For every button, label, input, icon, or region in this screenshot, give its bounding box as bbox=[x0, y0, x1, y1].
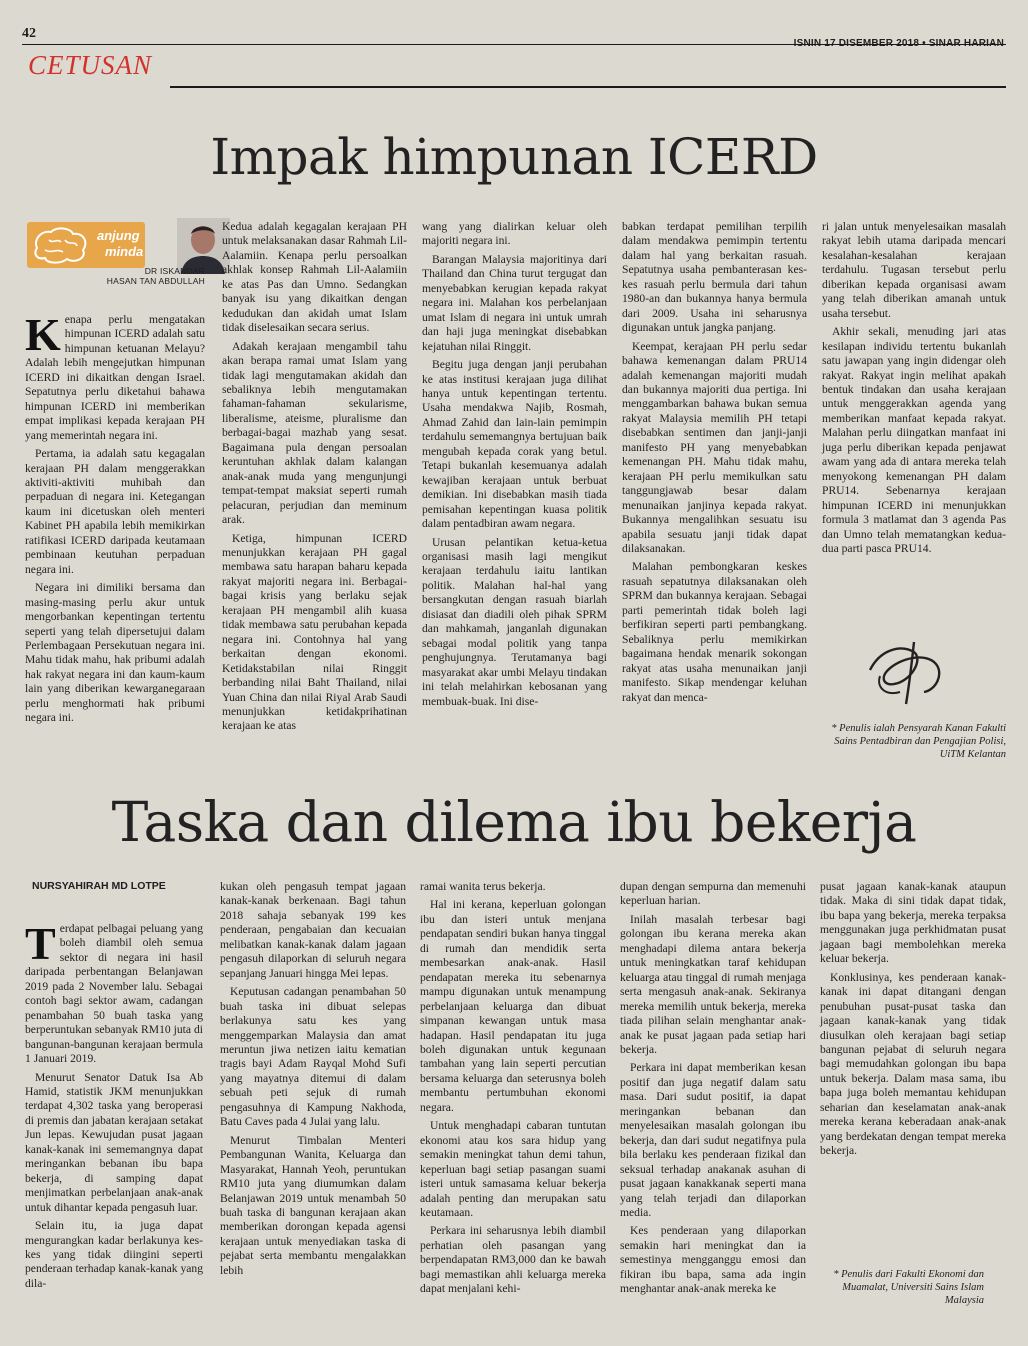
columnist-box bbox=[27, 218, 205, 288]
article1-author-note bbox=[800, 722, 1006, 761]
paragraph: babkan terdapat pemilihan terpilih dalam mendakwa pemimpin tertentu dalam hal yang berkaitan rasuah. Sepatutnya usaha pembanterasan kes-kes rasuah perlu bermula dari tahun 1980-an dan bukannya hanya bermula dari 2009. Usaha ini seharusnya digunakan untuk jangka panjang. bbox=[622, 220, 807, 335]
article2-byline: NURSYAHIRAH MD LOTPE bbox=[32, 880, 166, 892]
anjung-minda-badge bbox=[27, 222, 145, 268]
paragraph: Perkara ini dapat memberikan kesan positif dan juga negatif dalam satu masa. Dari sudut positif, ia dapat meringankan bebanan dan menyelesaikan masalah golongan ibu bekerja, dan dari sudut negatifnya pula bila berlaku kes penderaan fizikal dan seksual terhadap anakanak asuhan di pusat jagaan kanakkanak seperti mana yang telah terjadi dan dilaporkan media. bbox=[620, 1061, 806, 1219]
paragraph-text: erdapat pelbagai peluang yang boleh diambil oleh semua sektor di negara ini hasil daripada perbentangan Belanjawan 2019 pada 2 November lalu. Sebagai contoh bagi sektor awam, cadangan penambahan 50 buah taska yang berperuntukan sebanyak RM10 juta di bangunan-bangunan kerajaan bermula 1 Januari 2019. bbox=[25, 922, 203, 1066]
paragraph: Kes penderaan yang dilaporkan semakin hari meningkat dan ia semestinya mengganggu emosi dan fikiran ibu bapa, sama ada ingin menghantar anak-anak mereka ke bbox=[620, 1224, 806, 1296]
section-name: CETUSAN bbox=[28, 50, 153, 80]
paragraph: Kedua adalah kegagalan kerajaan PH untuk melaksanakan dasar Rahmah Lil-Aalamiin. Kenapa perlu persoalkan akhlak konsep Rahmah Lil-Aalamiin ke atas Pas dan Umno. Sedangkan banyak isu yang dikaitkan dengan kedudukan dan akidah umat Islam tidak diselesaikan secara serius. bbox=[222, 220, 407, 335]
paragraph: Keputusan cadangan penambahan 50 buah taska ini dibuat selepas berlakunya satu kes yang menggemparkan Malaysia dan amat meruntun jiwa netizen iaitu kematian tragis bayi Adam Rayqal Mohd Sufi yang mayatnya ditemui di dalam sebuah peti sejuk di rumah pengasuhnya di Kampung Nakhoda, Batu Caves pada 4 Julai yang lalu. bbox=[220, 985, 406, 1129]
paragraph: Barangan Malaysia majoritinya dari Thailand dan China turut tergugat dan menyebabkan kerugian kepada rakyat negara ini. Malahan kos perbelanjaan umat Islam di negara ini untuk umrah dan haji juga meningkat disebabkan kejatuhan nilai Ringgit. bbox=[422, 252, 607, 353]
author-name-line1: DR ISKANDAR bbox=[144, 266, 205, 276]
paragraph: Inilah masalah terbesar bagi golongan ibu kerana mereka akan menghadapi dilema antara bekerja untuk meningkatkan taraf kehidupan keluarga atau tinggal di rumah menjaga serta mengasuh anak-anak. Sekiranya mereka memilih untuk bekerja, mereka tiada pilihan selain menghantar anak-anak ke pusat jagaan pada setiap hari bekerja. bbox=[620, 912, 806, 1056]
header-rule bbox=[170, 86, 1006, 88]
drop-cap: K bbox=[25, 309, 61, 360]
brain-icon bbox=[31, 226, 89, 264]
article1-column-1 bbox=[25, 309, 205, 730]
paragraph: Malahan pembongkaran keskes rasuah sepatutnya dilaksanakan oleh SPRM dan bukannya kerajaan. Sebagai parti pemerintah tidak boleh lagi berfikiran seperti parti pembangkang. Sebaliknya perlu memikirkan bagaimana hendak menarik sokongan rakyat atas usaha menunaikan janji manifesto. Sikap mendengar keluhan rakyat dan menca- bbox=[622, 560, 807, 704]
paragraph: Menurut Senator Datuk Isa Ab Hamid, statistik JKM menunjukkan terdapat 4,302 taska yang beroperasi di premis dan jabatan kerajaan setakat Jun lepas. Kewujudan pusat jagaan kanak-kanak ini sememangnya dapat meringankan bebanan ibu bapa bekerja, di samping dapat menjimatkan perbelanjaan anak-anak untuk dihantar kepada pengasuh luar. bbox=[25, 1070, 203, 1214]
article1-column-3 bbox=[422, 220, 607, 713]
paragraph: Keempat, kerajaan PH perlu sedar bahawa kemenangan dalam PRU14 adalah kemenangan majoriti mudah dan bukannya majoriti dua pertiga. Ini menggambarkan bahawa bukan semua rakyat Malaysia memilih PH tetapi disebabkan sentimen dan janji-janji manifesto PH yang menyebabkan kemenangan PH. Mahu tidak mahu, kerajaan PH perlu memikulkan satu tanggungjawab besar dalam menunaikan janjinya kepada rakyat. Bukannya mengalihkan sesuatu isu apabila sesuatu janji tidak dapat dilaksanakan. bbox=[622, 339, 807, 555]
paragraph: ri jalan untuk menyelesaikan masalah rakyat lebih utama daripada mencari kesalahan-kesalahan kerajaan terdahulu. Tugasan tersebut perlu diberikan kepada organisasi awam yang telah diberikan amanah untuk usaha tersebut. bbox=[822, 220, 1006, 320]
paragraph bbox=[25, 918, 203, 1067]
article1-column-5 bbox=[822, 220, 1006, 560]
paragraph bbox=[25, 309, 205, 443]
paragraph: kukan oleh pengasuh tempat jagaan kanak-kanak berkenaan. Bagi tahun 2018 sahaja sebanyak 199 kes penderaan, pengabaian dan kecuaian melibatkan kanak-kanak dalam jagaan pengasuh dilaporkan di seluruh negara sepanjang Januari hingga Mei lepas. bbox=[220, 880, 406, 980]
author-name bbox=[47, 266, 205, 286]
article2-author-note bbox=[800, 1268, 984, 1307]
paragraph: Selain itu, ia juga dapat mengurangkan kadar berlakunya kes-kes yang tidak diingini seperti penderaan terhadap kanak-kanak yang dila- bbox=[25, 1219, 203, 1290]
article2-column-1 bbox=[25, 918, 203, 1295]
article2-column-4 bbox=[620, 880, 806, 1301]
author-name-line2: HASAN TAN ABDULLAH bbox=[106, 276, 205, 286]
paragraph-text: enapa perlu mengatakan himpunan ICERD adalah satu himpunan ketuanan Melayu? Adalah lebih mengejutkan himpunan ICERD ini dikaitkan dengan Israel. Sepatutnya perlu diketahui bahawa himpunan ICERD ini memberikan empat implikasi kepada kerajaan PH yang memerintah negara ini. bbox=[25, 313, 205, 442]
paragraph: Negara ini dimiliki bersama dan masing-masing perlu akur untuk mengorbankan kepentingan tertentu seperti yang telah dipersetujui dalam Perlembagaan Persekutuan negara ini. Mahu tidak mahu, hak pribumi adalah hak rakyat negara ini dan kaum-kaum lain yang diberikan kewarganegaraan perlu menghormati hak pribumi negara ini. bbox=[25, 581, 205, 725]
paragraph: Adakah kerajaan mengambil tahu akan berapa ramai umat Islam yang tidak lagi mengutamakan akidah dan sebaliknya lebih mengutamakan fahaman-fahaman sekularisme, liberalisme, ateisme, pluralisme dan berbagai-bagai mazhab yang sesat. Bagaimana pula dengan persoalan keruntuhan akhlak dalam kalangan anak-anak muda yang mengunjungi tempat-tempat maksiat seperti rumah pelacuran, perjudian dan meminum arak. bbox=[222, 339, 407, 527]
author-signature bbox=[840, 630, 990, 710]
article1-headline: Impak himpunan ICERD bbox=[210, 128, 818, 186]
article2-headline: Taska dan dilema ibu bekerja bbox=[111, 790, 917, 854]
paragraph: Hal ini kerana, keperluan golongan ibu dan isteri untuk menjana pendapatan sendiri bukan hanya tinggal di rumah dan mendidik serta membesarkan anak-anak. Hasil pendapatan mereka itu sebenarnya mampu digunakan untuk menampung perbelanjaan keluarga dan dibuat simpanan kewangan untuk masa hadapan. Hasil pendapatan itu juga boleh digunakan untuk kegunaan tambahan yang lain seperti percutian bersama keluarga dan seterusnya boleh membantu pertumbuhan ekonomi negara. bbox=[420, 898, 606, 1114]
paragraph: Akhir sekali, menuding jari atas kesilapan individu tertentu bukanlah satu jawapan yang ingin didengar oleh rakyat. Rakyat ingin melihat apakah bentuk tindakan dan usaha kerajaan untuk menggerakkan agenda yang memberikan manfaat kepada rakyat. Malahan perlu diingatkan manfaat ini juga perlu diberikan kepada penjawat awam yang ada di antara mereka telah menyokong kemenangan PH dalam PRU14. Sebenarnya kerajaan himpunan ICERD ini menunjukkan formula 3 matlamat dan 3 agenda Pas dan Umno telah mematangkan kedua-dua parti pasca PRU14. bbox=[822, 325, 1006, 555]
note-line: * Penulis ialah Pensyarah Kanan Fakulti bbox=[831, 723, 1006, 734]
page-number: 42 bbox=[22, 26, 36, 41]
paragraph: dupan dengan sempurna dan memenuhi keperluan harian. bbox=[620, 880, 806, 908]
article1-column-2 bbox=[222, 220, 407, 738]
article2-column-3 bbox=[420, 880, 606, 1301]
note-line: UiTM Kelantan bbox=[939, 749, 1006, 760]
note-line: Muamalat, Universiti Sains Islam bbox=[842, 1282, 984, 1293]
badge-label-2: minda bbox=[105, 244, 144, 259]
paragraph: Begitu juga dengan janji perubahan ke atas institusi kerajaan juga dilihat hanya untuk kepentingan tertentu. Usaha mendakwa Najib, Rosmah, Ahmad Zahid dan lain-lain pemimpin terdahulu sememangnya bertujuan baik mengubah kepada corak yang betul. Tetapi bukanlah kesemuanya adalah kewajiban kerajaan untuk berbuat demikian. Ini disebabkan masih tiada pemisahan kepentingan kuasa politik dalam pentadbiran awam negara. bbox=[422, 358, 607, 531]
article2-column-5 bbox=[820, 880, 1006, 1163]
note-line: Sains Pentadbiran dan Pengajian Polisi, bbox=[834, 736, 1006, 747]
paragraph: Pertama, ia adalah satu kegagalan kerajaan PH dalam menggerakkan aktiviti-aktiviti muhibah dan perpaduan di negara ini. Ketegangan kaum ini dicetuskan oleh menteri Kabinet PH apabila lebih memikirkan ratifikasi ICERD daripada keutamaan pembinaan keutuhan perpaduan negara ini. bbox=[25, 447, 205, 576]
paragraph: pusat jagaan kanak-kanak ataupun tidak. Maka di sini tidak dapat tidak, ibu bapa yang bekerja, mereka terpaksa menggunakan juga perkhidmatan pusat jagaan bagi membolehkan mereka keluar bekerja. bbox=[820, 880, 1006, 966]
article1-column-4 bbox=[622, 220, 807, 709]
paragraph: wang yang dialirkan keluar oleh majoriti negara ini. bbox=[422, 220, 607, 248]
paragraph: Konklusinya, kes penderaan kanak-kanak ini dapat ditangani dengan penubuhan pusat-pusat taska dan jagaan kanak-kanak yang tidak diusulkan oleh kerajaan bagi setiap bangunan pejabat di seluruh negara bagi memudahkan golongan ibu bapa untuk bekerja. Dalam masa sama, ibu bapa juga boleh memantau kehidupan seharian dan keselamatan anak-anak mereka kerana keberadaan anak-anak yang berdekatan dengan tempat mereka bekerja. bbox=[820, 970, 1006, 1158]
paragraph: Urusan pelantikan ketua-ketua organisasi masih lagi mengikut kerajaan terdahulu iaitu lantikan politik. Malahan hal-hal yang bersangkutan dengan rasuah biarlah disiasat dan diadili oleh pihak SPRM dan mahkamah, janganlah digunakan sebagai modal politik yang tanpa penghujungnya. Terutamanya bagi masyarakat akar umbi Melayu tindakan ini telah melahirkan kebosanan yang membuak-buak. Ini dise- bbox=[422, 535, 607, 708]
paragraph: Menurut Timbalan Menteri Pembangunan Wanita, Keluarga dan Masyarakat, Hannah Yeoh, peruntukan RM10 juta yang diumumkan dalam Belanjawan 2019 untuk menambah 50 buah taska di bangunan kerajaan akan memberikan dorongan kepada agensi kerajaan untuk menyediakan taska di pejabat serta membantu mengalakkan lebih bbox=[220, 1133, 406, 1277]
paragraph: Ketiga, himpunan ICERD menunjukkan kerajaan PH gagal membawa satu harapan baharu kepada rakyat majoriti negara ini. Berbagai-bagai krisis yang berlaku sejak kerajaan PH mengambil alih kuasa tidak membawa satu perubahan kepada negara ini. Contohnya hal yang berkaitan dengan ekonomi. Ketidakstabilan nilai Ringgit berbanding nilai Baht Thailand, nilai Yuan China dan nilai Riyal Arab Saudi menunjukkan ketidakprihatinan kerajaan ke atas bbox=[222, 531, 407, 733]
header-rule-thin bbox=[22, 44, 1006, 45]
paragraph: Perkara ini seharusnya lebih diambil perhatian oleh pasangan yang berpendapatan RM3,000 dan ke bawah bagi memastikan ahli keluarga mereka dapat menjalani kehi- bbox=[420, 1224, 606, 1296]
badge-label-1: anjung bbox=[97, 228, 140, 243]
drop-cap: T bbox=[25, 918, 56, 969]
paragraph: Untuk menghadapi cabaran tuntutan ekonomi atau kos sara hidup yang semakin meningkat tahun demi tahun, keperluan bagi setiap pasangan suami isteri untuk samasama keluar bekerja adalah penting dan merupakan satu keutamaan. bbox=[420, 1119, 606, 1219]
article2-column-2 bbox=[220, 880, 406, 1282]
note-line: * Penulis dari Fakulti Ekonomi dan bbox=[833, 1269, 984, 1280]
paragraph: ramai wanita terus bekerja. bbox=[420, 880, 546, 893]
note-line: Malaysia bbox=[944, 1295, 984, 1306]
